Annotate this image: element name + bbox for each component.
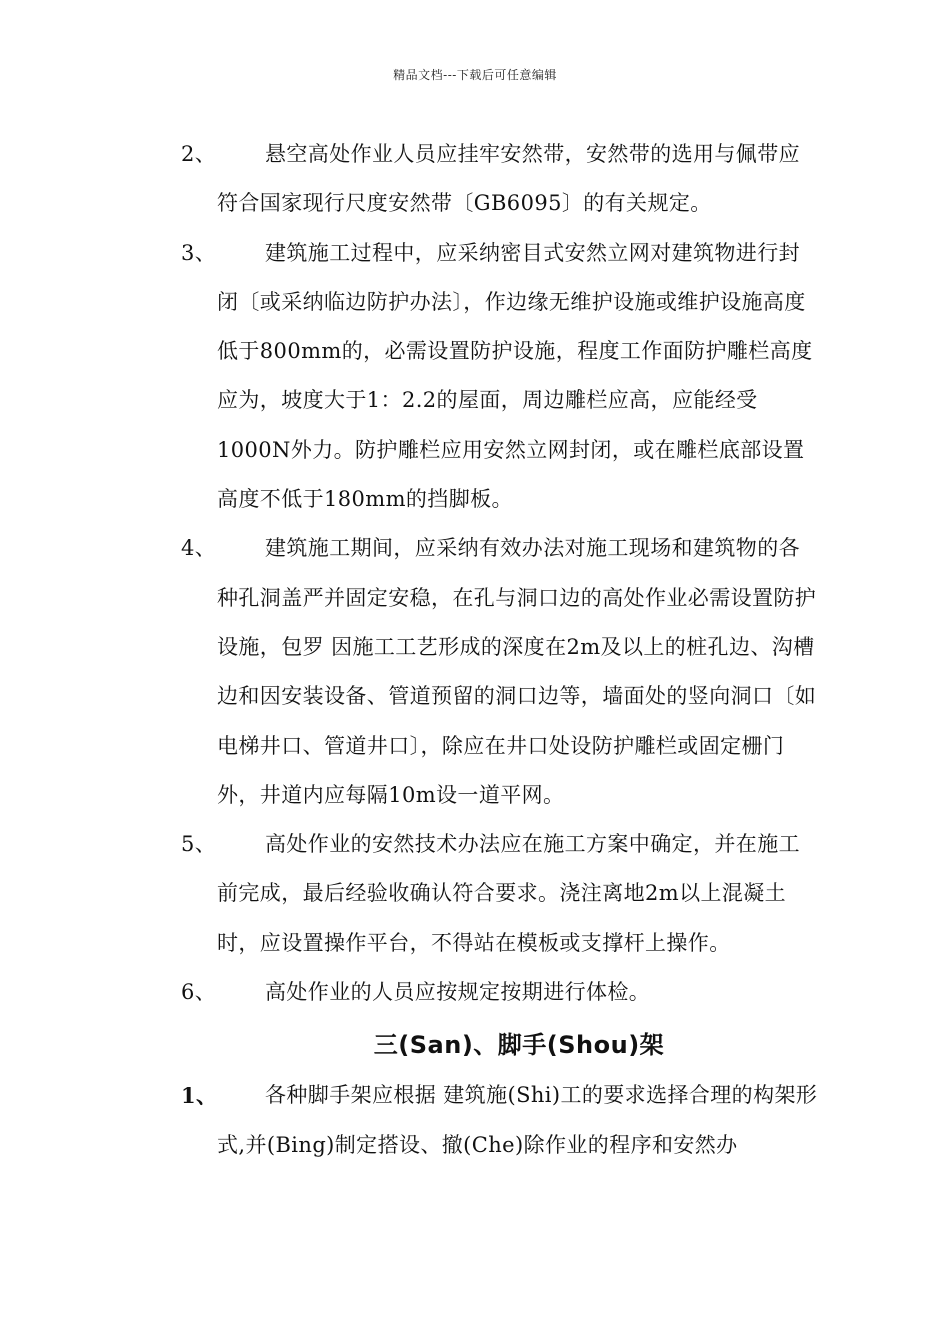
item-text: 高处作业的人员应按规定按期进行体检。	[265, 980, 651, 1005]
item-number: 4、	[181, 536, 217, 561]
page-header: 精品文档---下载后可任意编辑	[393, 68, 557, 82]
list-item	[181, 1071, 821, 1170]
list-item	[181, 820, 821, 968]
list-item	[181, 229, 821, 525]
item-text: 建筑施工过程中，应采纳密目式安然立网对建筑物进行封闭〔或采纳临边防护办法〕，作边缘无维护设施或维护设施高度低于800mm的，必需设置防护设施，程度工作面防护雕栏高度应为，坡度大于1：2.2的屋面，周边雕栏应高，应能经受1000N外力。防护雕栏应用安然立网封闭，或在雕栏底部设置高度不低于180mm的挡脚板。	[217, 240, 813, 512]
list-item	[181, 968, 821, 1017]
item-text: 各种脚手架应根据 建筑施(Shi)工的要求选择合理的构架形式,并(Bing)制定搭设、撤(Che)除作业的程序和安然办	[217, 1083, 818, 1157]
item-number: 2、	[181, 142, 217, 166]
item-number: 5、	[181, 832, 217, 857]
document-body	[181, 130, 821, 1170]
section-heading: 三(San)、脚手(Shou)架	[373, 1031, 665, 1060]
item-number: 3、	[181, 240, 217, 265]
item-number: 6、	[181, 980, 217, 1005]
item-text: 建筑施工期间，应采纳有效办法对施工现场和建筑物的各种孔洞盖严并固定安稳，在孔与洞口边的高处作业必需设置防护设施，包罗 因施工工艺形成的深度在2m及以上的桩孔边、沟槽边和因安装设备、管道预留的洞口边等，墙面处的竖向洞口〔如电梯井口、管道井口〕，除应在井口处设防护雕栏或固定栅门外，井道内应每隔10m设一道平网。	[217, 536, 817, 807]
item-text: 悬空高处作业人员应挂牢安然带，安然带的选用与佩带应符合国家现行尺度安然带〔GB6095〕的有关规定。	[217, 142, 800, 216]
list-item	[181, 524, 821, 820]
list-item	[181, 130, 821, 229]
item-number: 1、	[181, 1083, 218, 1109]
item-text: 高处作业的安然技术办法应在施工方案中确定，并在施工前完成，最后经验收确认符合要求。浇注离地2m以上混凝土时，应设置操作平台，不得站在模板或支撑杆上操作。	[217, 832, 800, 955]
